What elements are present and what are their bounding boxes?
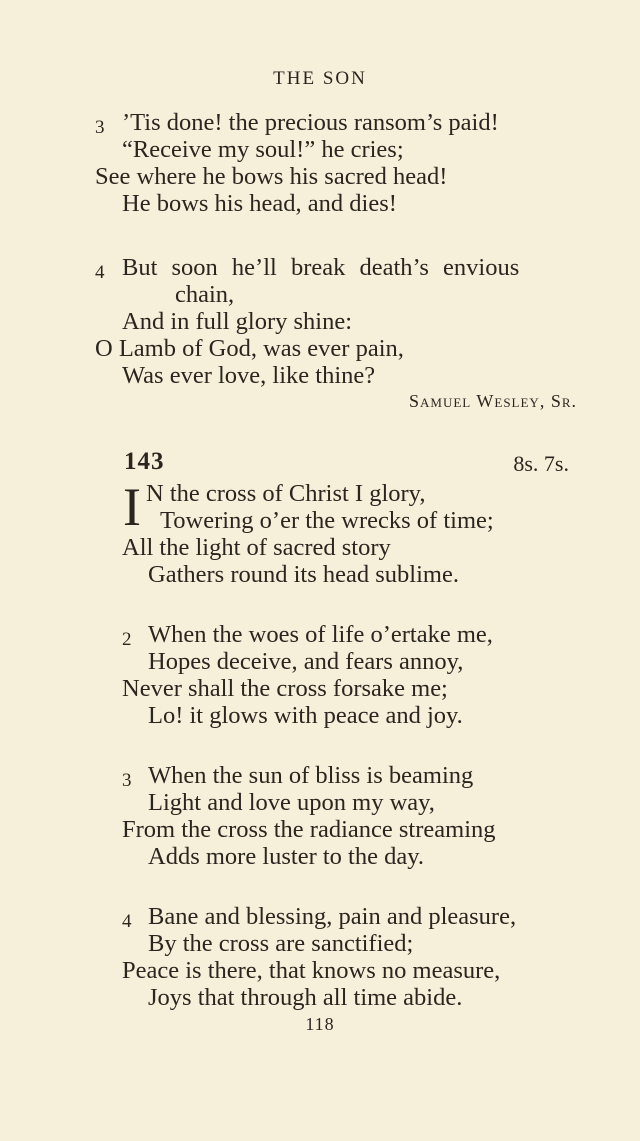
verse-line: From the cross the radiance streaming (122, 816, 496, 843)
verse-line: Towering o’er the wrecks of time; (160, 507, 494, 534)
verse-line: O Lamb of God, was ever pain, (95, 335, 404, 362)
verse-line: “Receive my soul!” he cries; (122, 136, 404, 163)
verse-line: Lo! it glows with peace and joy. (148, 702, 463, 729)
drop-cap: I (123, 477, 141, 537)
verse-line: When the woes of life o’ertake me, (148, 621, 493, 648)
verse-line: Bane and blessing, pain and pleasure, (148, 903, 517, 930)
verse-line: All the light of sacred story (122, 534, 391, 561)
verse-line: N the cross of Christ I glory, (146, 480, 426, 507)
stanza-number: 3 (122, 770, 132, 791)
verse-line: When the sun of bliss is beaming (148, 762, 474, 789)
verse-line: He bows his head, and dies! (122, 190, 397, 217)
verse-line: Peace is there, that knows no measure, (122, 957, 501, 984)
stanza-number: 4 (95, 262, 105, 283)
hymn-meter: 8s. 7s. (513, 451, 569, 476)
verse-line: Adds more luster to the day. (148, 843, 425, 870)
verse-line: Was ever love, like thine? (122, 362, 376, 389)
stanza-number: 4 (122, 911, 132, 932)
verse-line: By the cross are sanctified; (148, 930, 414, 957)
verse-line: See where he bows his sacred head! (95, 163, 448, 190)
verse-line: Light and love upon my way, (148, 789, 435, 816)
hymn-number: 143 (124, 448, 165, 475)
verse-line: Gathers round its head sublime. (148, 561, 459, 588)
verse-line: But soon he’ll break death’s envious (122, 254, 520, 281)
hymn-attribution: Samuel Wesley, Sr. (408, 391, 577, 411)
verse-line: chain, (175, 281, 235, 308)
verse-line: And in full glory shine: (122, 308, 353, 335)
stanza-number: 3 (95, 117, 105, 138)
verse-line: ’Tis done! the precious ransom’s paid! (122, 109, 499, 136)
verse-line: Joys that through all time abide. (148, 984, 463, 1011)
stanza-number: 2 (122, 629, 132, 650)
running-head: THE SON (273, 68, 367, 89)
verse-line: Hopes deceive, and fears annoy, (148, 648, 464, 675)
page-number: 118 (305, 1014, 335, 1034)
verse-line: Never shall the cross forsake me; (122, 675, 448, 702)
